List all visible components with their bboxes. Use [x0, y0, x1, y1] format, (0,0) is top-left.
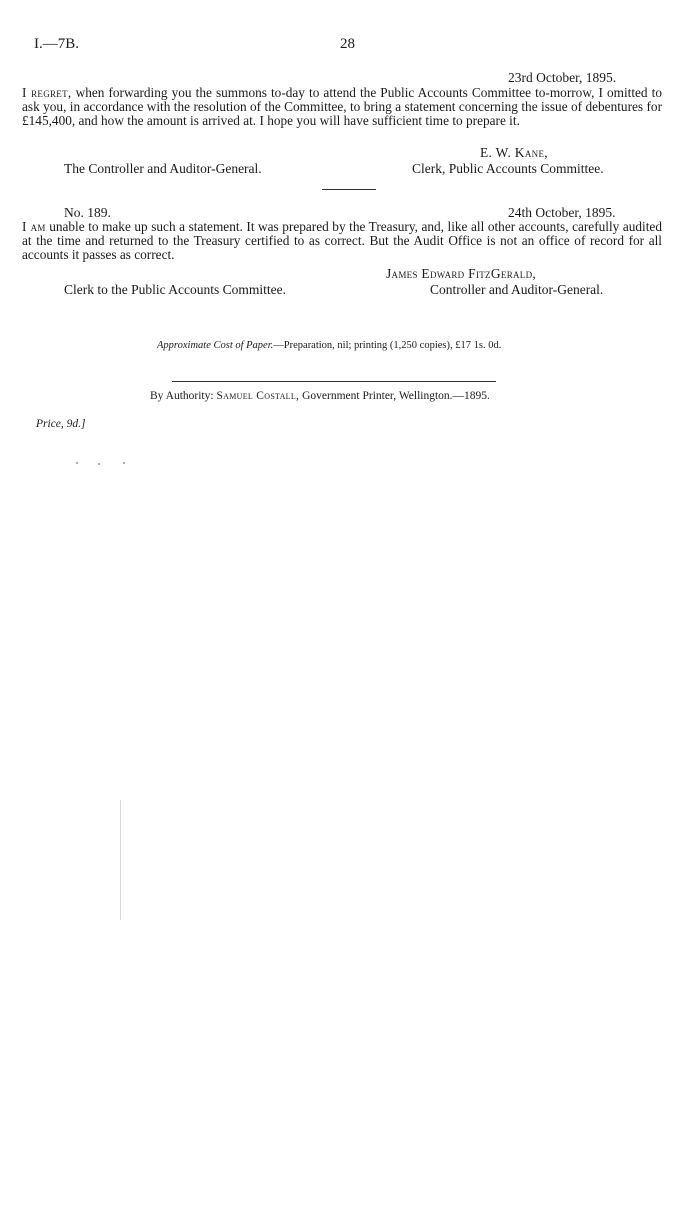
authority-suffix: Government Printer, Wellington.—1895.	[299, 390, 490, 402]
letter2-body	[22, 220, 662, 263]
paper-reference: I.—7B.	[34, 36, 79, 52]
scan-speck	[123, 462, 125, 464]
authority-prefix: By Authority:	[150, 390, 214, 402]
letter1-signatory-name: E. W. Kane,	[480, 145, 548, 160]
letter2-signatory-title: Controller and Auditor-General.	[430, 282, 604, 297]
price: Price, 9d.]	[36, 418, 86, 430]
cost-of-paper	[157, 340, 501, 351]
scan-artifact-line	[120, 800, 121, 920]
scan-speck	[76, 462, 78, 464]
scan-speck	[98, 463, 100, 465]
page-number: 28	[340, 36, 355, 52]
letter1-text: when forwarding you the summons to-day to attend the Public Accounts Committee to-morrow, I omitted to ask you, in accordance with the resolution of the Committee, to bring a statement concerning the issue of debentures for £145,400, and how the amount is arrived at. I hope you will have sufficient time to prepare it.	[22, 85, 662, 129]
letter2-text: unable to make up such a statement. It was prepared by the Treasury, and, like all other accounts, carefully audited at the time and returned to the Treasury certified to as correct. But the Audit Office is not an office of record for all accounts it passes as correct.	[22, 219, 662, 263]
letter2-date: 24th October, 1895.	[508, 205, 616, 220]
letter2-opening: I am	[22, 219, 46, 234]
imprint-rule	[172, 381, 496, 382]
letter2-number: No. 189.	[64, 205, 111, 220]
letter2-signatory-name: James Edward FitzGerald,	[386, 266, 537, 281]
letter1-addressee: The Controller and Auditor-General.	[64, 161, 262, 176]
letter1-signatory-title: Clerk, Public Accounts Committee.	[412, 161, 604, 176]
printer-name: Samuel Costall,	[216, 390, 300, 402]
letter1-date: 23rd October, 1895.	[508, 70, 617, 85]
letter-separator	[322, 189, 376, 190]
printer-imprint	[150, 390, 490, 402]
letter1-body	[22, 86, 662, 129]
cost-text: —Preparation, nil; printing (1,250 copies), £17 1s. 0d.	[273, 340, 502, 351]
cost-label: Approximate Cost of Paper.	[157, 340, 274, 351]
letter2-addressee: Clerk to the Public Accounts Committee.	[64, 282, 286, 297]
letter1-opening: I regret,	[22, 85, 72, 100]
